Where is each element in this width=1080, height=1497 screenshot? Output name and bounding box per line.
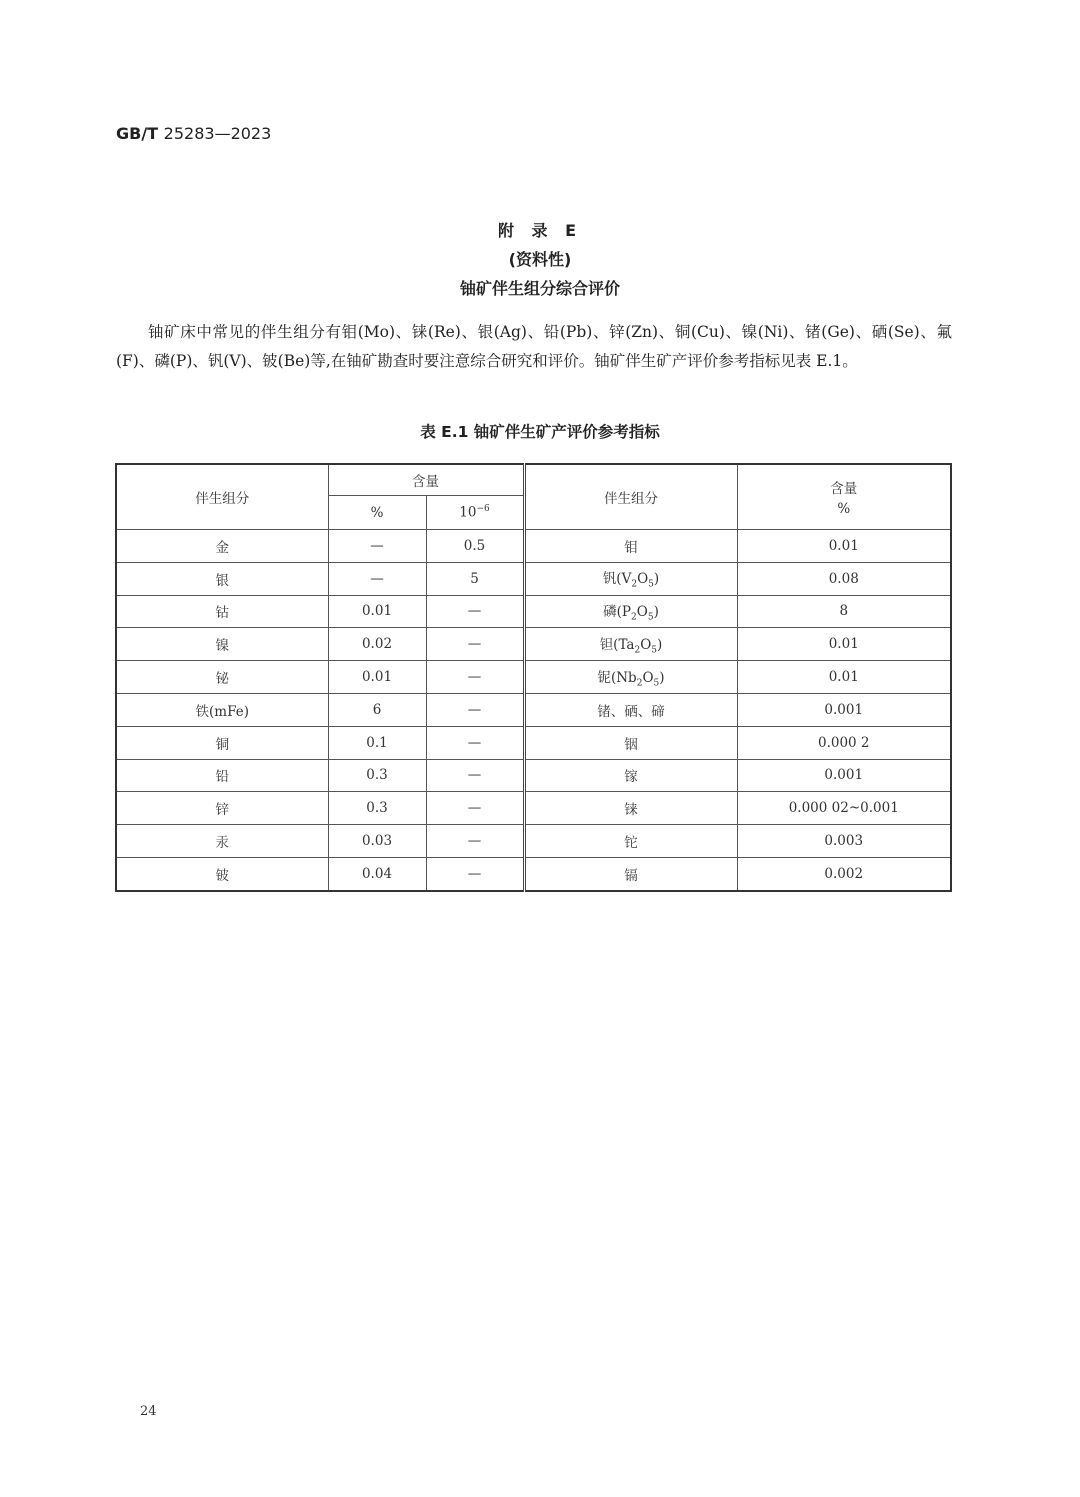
right-percent: 0.08 [737, 562, 951, 595]
table-row [116, 759, 951, 792]
header-component-left: 伴生组分 [116, 464, 328, 530]
appendix-label: 附 录 E [497, 221, 583, 240]
left-component: 金 [116, 530, 328, 563]
left-component: 钴 [116, 595, 328, 628]
table-row [116, 628, 951, 661]
right-percent: 0.01 [737, 628, 951, 661]
right-component: 铼 [524, 792, 737, 825]
left-component: 镍 [116, 628, 328, 661]
left-ppm: — [426, 595, 524, 628]
table-caption: 表 E.1 铀矿伴生矿产评价参考指标 [420, 423, 660, 441]
table-row [116, 530, 951, 563]
left-component: 铋 [116, 661, 328, 694]
header-ppm: $10^{-6}$ [426, 496, 524, 530]
left-component: 银 [116, 562, 328, 595]
right-component: 镓 [524, 759, 737, 792]
left-component: 铍 [116, 857, 328, 890]
left-ppm: — [426, 726, 524, 759]
right-component: 铌$(Nb_2O_5)$ [524, 661, 737, 694]
right-percent: 0.001 [737, 759, 951, 792]
left-percent: 0.01 [328, 595, 426, 628]
table-row [116, 693, 951, 726]
right-percent: 0.000 2 [737, 726, 951, 759]
evaluation-table [115, 463, 952, 892]
left-percent: 0.04 [328, 857, 426, 890]
table-row [116, 857, 951, 890]
page-number: 24 [140, 1404, 157, 1419]
table-row [116, 562, 951, 595]
left-percent: 0.03 [328, 825, 426, 858]
left-component: 铅 [116, 759, 328, 792]
left-ppm: — [426, 661, 524, 694]
appendix-title: 铀矿伴生组分综合评价 [459, 279, 620, 298]
right-component: 锗、硒、碲 [524, 693, 737, 726]
right-component: 铟 [524, 726, 737, 759]
table-row [116, 792, 951, 825]
intro-paragraph: 铀矿床中常见的伴生组分有钼(Mo)、铼(Re)、银(Ag)、铅(Pb)、锌(Zn)、铜(Cu)、镍(Ni)、锗(Ge)、硒(Se)、氟(F)、磷(P)、钒(V)、铍(Be)等,在铀矿勘查时要注意综合研究和评价。铀矿伴生矿产评价参考指标见表 E.1。 [116, 323, 952, 370]
left-percent: 0.1 [328, 726, 426, 759]
right-component: 铊 [524, 825, 737, 858]
left-percent: 0.3 [328, 792, 426, 825]
header-content-right: 含量 % [737, 464, 951, 530]
left-ppm: — [426, 857, 524, 890]
left-ppm: — [426, 693, 524, 726]
right-percent: 0.002 [737, 857, 951, 890]
left-ppm: — [426, 792, 524, 825]
left-percent: 6 [328, 693, 426, 726]
left-percent: 0.01 [328, 661, 426, 694]
left-ppm: 0.5 [426, 530, 524, 563]
header-content-left: 含量 [328, 464, 524, 496]
left-component: 铁(mFe) [116, 693, 328, 726]
right-percent: 0.01 [737, 530, 951, 563]
right-component: 磷$(P_2O_5)$ [524, 595, 737, 628]
appendix-nature: (资料性) [508, 250, 572, 269]
table-row [116, 825, 951, 858]
standard-code: GB/T 25283—2023 [116, 124, 272, 143]
right-percent: 0.000 02~0.001 [737, 792, 951, 825]
right-component: 钽$(Ta_2O_5)$ [524, 628, 737, 661]
left-percent: — [328, 530, 426, 563]
right-component: 钒$(V_2O_5)$ [524, 562, 737, 595]
table-row [116, 661, 951, 694]
left-component: 锌 [116, 792, 328, 825]
right-component: 镉 [524, 857, 737, 890]
right-percent: 0.001 [737, 693, 951, 726]
left-percent: 0.02 [328, 628, 426, 661]
table-row [116, 726, 951, 759]
left-ppm: — [426, 759, 524, 792]
right-percent: 0.01 [737, 661, 951, 694]
left-percent: — [328, 562, 426, 595]
left-component: 汞 [116, 825, 328, 858]
right-percent: 0.003 [737, 825, 951, 858]
right-component: 钼 [524, 530, 737, 563]
left-ppm: 5 [426, 562, 524, 595]
left-component: 铜 [116, 726, 328, 759]
right-percent: 8 [737, 595, 951, 628]
left-percent: 0.3 [328, 759, 426, 792]
left-ppm: — [426, 628, 524, 661]
header-percent: % [328, 496, 426, 530]
table-row [116, 595, 951, 628]
left-ppm: — [426, 825, 524, 858]
header-component-right: 伴生组分 [524, 464, 737, 530]
